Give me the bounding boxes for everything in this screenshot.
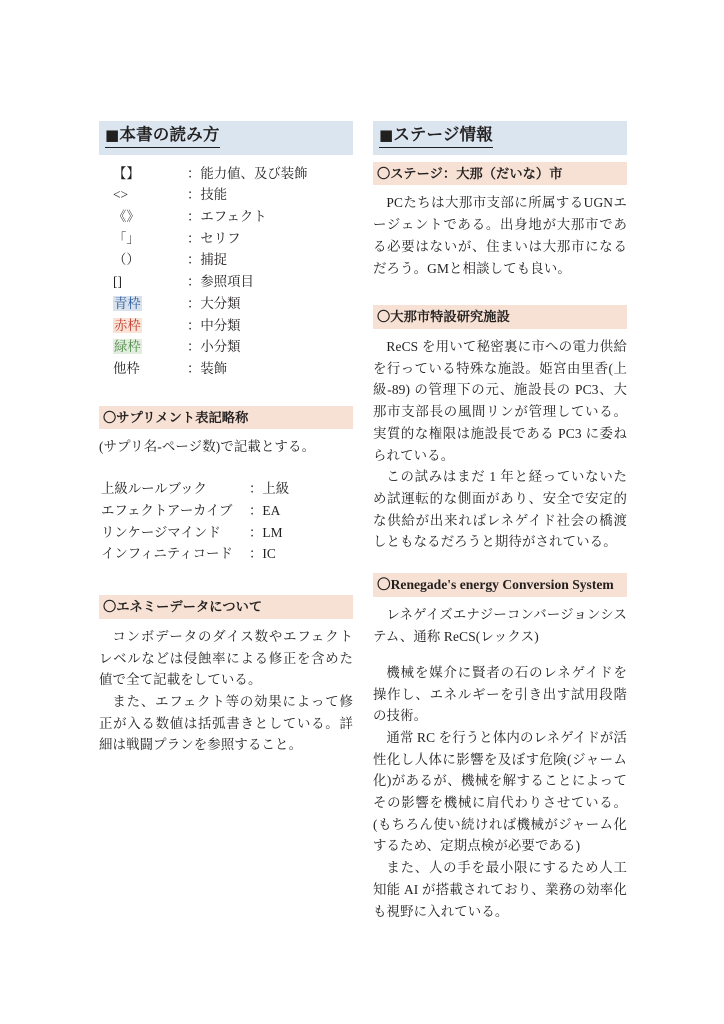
notation-definition: ：能力値、及び装飾 bbox=[187, 165, 308, 181]
notation-definition: ：エフェクト bbox=[187, 209, 267, 225]
notation-symbol: 【】 bbox=[113, 165, 140, 181]
notation-symbol-red bbox=[99, 315, 185, 337]
spacer bbox=[373, 648, 627, 662]
spacer bbox=[373, 597, 627, 604]
spacer bbox=[99, 458, 353, 478]
notation-definition: ：装飾 bbox=[187, 360, 228, 376]
spacer bbox=[99, 429, 353, 436]
table-row bbox=[99, 271, 353, 293]
notation-symbol: 「」 bbox=[113, 230, 140, 246]
table-row bbox=[99, 358, 353, 380]
table-row bbox=[99, 163, 353, 185]
abbreviation-table bbox=[101, 478, 289, 565]
abbreviation-name: 上級ルールブック bbox=[101, 481, 207, 497]
recs-paragraph: 機械を媒介に賢者の石のレネゲイドを操作し、エネルギーを引き出す試用段階の技術。 bbox=[373, 664, 627, 724]
subsection-header-recs: 〇Renegade's energy Conversion System bbox=[373, 573, 627, 597]
subsection-header-enemy-data: 〇エネミーデータについて bbox=[99, 595, 353, 619]
notation-symbol-green bbox=[99, 336, 185, 358]
section-title-reading-guide bbox=[105, 125, 220, 148]
stage-paragraph: PCたちは大那市支部に所属するUGNエージェントである。出身地が大那市である必要はないが、住まいは大那市になるだろう。GMと相談しても良い。 bbox=[373, 195, 627, 276]
abbreviation-name: インフィニティコード bbox=[101, 546, 233, 562]
notation-definition: ：参照項目 bbox=[187, 274, 254, 290]
spacer bbox=[373, 279, 627, 305]
section-header-reading-guide bbox=[99, 121, 353, 155]
recs-paragraph: 通常 RC を行うと体内のレネゲイドが活性化し人体に影響を及ぼす危険(ジャーム化)があるが、機械を解することによってその影響を機械に肩代わりさせている。(もちろん使い続ければ機械がジャーム化するため、定期点検が必要である) bbox=[373, 729, 627, 854]
abbreviation-name: リンケージマインド bbox=[101, 524, 221, 540]
notation-symbol: 他枠 bbox=[113, 360, 140, 376]
recs-paragraph: また、人の手を最小限にするため人工知能 AI が搭載されており、業務の効率化も視野に入れている。 bbox=[373, 860, 627, 919]
notation-definition: ：セリフ bbox=[187, 230, 241, 246]
section-title-text: ステージ情報 bbox=[393, 126, 493, 144]
filled-square-icon: ■ bbox=[105, 126, 120, 144]
enemy-data-paragraph: コンボデータのダイス数やエフェクトレベルなどは侵蝕率による修正を含めた値で全て記載をしている。 bbox=[99, 628, 353, 688]
recs-paragraph: レネゲイズエナジーコンバージョンシステム、通称 ReCS(レックス) bbox=[373, 607, 627, 645]
abbreviation-value: ：上級 bbox=[249, 481, 290, 497]
notation-symbol: （） bbox=[113, 252, 140, 268]
notation-symbol: [] bbox=[113, 274, 122, 290]
section-header-stage-info bbox=[373, 121, 627, 155]
spacer bbox=[99, 565, 353, 595]
subsection-header-stage: 〇ステージ：大那（だいな）市 bbox=[373, 162, 627, 186]
notation-definition: ：技能 bbox=[187, 187, 228, 203]
abbreviation-value: ：LM bbox=[249, 524, 283, 540]
table-row bbox=[101, 522, 289, 544]
subsection-header-facility: 〇大那市特設研究施設 bbox=[373, 305, 627, 329]
right-column bbox=[373, 121, 627, 922]
section-title-stage-info bbox=[379, 125, 493, 148]
table-row bbox=[101, 543, 289, 565]
table-row bbox=[101, 500, 289, 522]
filled-square-icon: ■ bbox=[379, 126, 394, 144]
left-column bbox=[99, 121, 353, 922]
spacer bbox=[99, 380, 353, 406]
spacer bbox=[373, 329, 627, 336]
facility-paragraph: この試みはまだ 1 年と経っていないため試運転的な側面があり、安全で安定的な供給が出来ればレネゲイド社会の橋渡しともなるだろうと期待がされている。 bbox=[373, 469, 627, 550]
table-row bbox=[99, 293, 353, 315]
two-column-layout bbox=[99, 121, 627, 922]
spacer bbox=[99, 619, 353, 626]
red-box-label: 赤枠 bbox=[114, 317, 141, 333]
facility-paragraph: ReCS を用いて秘密裏に市への電力供給を行っている特殊な施設。姫宮由里香(上級-89) の管理下の元、施設長の PC3、大那市支部長の風間リンが管理している。実質的な権限は施設長である PC3 に委ねられている。 bbox=[373, 339, 627, 463]
table-row bbox=[99, 249, 353, 271]
blue-box-label: 青枠 bbox=[114, 295, 141, 311]
table-row bbox=[99, 336, 353, 358]
notation-symbol: 《》 bbox=[113, 209, 140, 225]
abbreviation-value: ：EA bbox=[249, 502, 281, 518]
notation-definition: ：小分類 bbox=[187, 339, 241, 355]
green-box-label: 緑枠 bbox=[114, 339, 141, 355]
notation-definition: ：捕捉 bbox=[187, 252, 228, 268]
table-row bbox=[101, 478, 289, 500]
table-row bbox=[99, 206, 353, 228]
spacer bbox=[373, 553, 627, 573]
supplement-intro: (サプリ名-ページ数)で記載とする。 bbox=[99, 439, 316, 455]
abbreviation-name: エフェクトアーカイブ bbox=[101, 502, 233, 518]
table-row bbox=[99, 315, 353, 337]
section-title-text: 本書の読み方 bbox=[119, 126, 220, 144]
table-row bbox=[99, 228, 353, 250]
notation-definition: ：中分類 bbox=[187, 317, 241, 333]
subsection-header-supplement: 〇サプリメント表記略称 bbox=[99, 406, 353, 430]
spacer bbox=[373, 185, 627, 192]
notation-definition: ：大分類 bbox=[187, 295, 241, 311]
notation-symbol-blue bbox=[99, 293, 185, 315]
enemy-data-paragraph: また、エフェクト等の効果によって修正が入る数値は括弧書きとしている。詳細は戦闘プランを参照すること。 bbox=[99, 693, 353, 753]
abbreviation-value: ：IC bbox=[249, 546, 276, 562]
table-row bbox=[99, 184, 353, 206]
notation-table bbox=[99, 163, 353, 380]
spacer bbox=[373, 155, 627, 162]
notation-symbol: <> bbox=[113, 187, 129, 203]
